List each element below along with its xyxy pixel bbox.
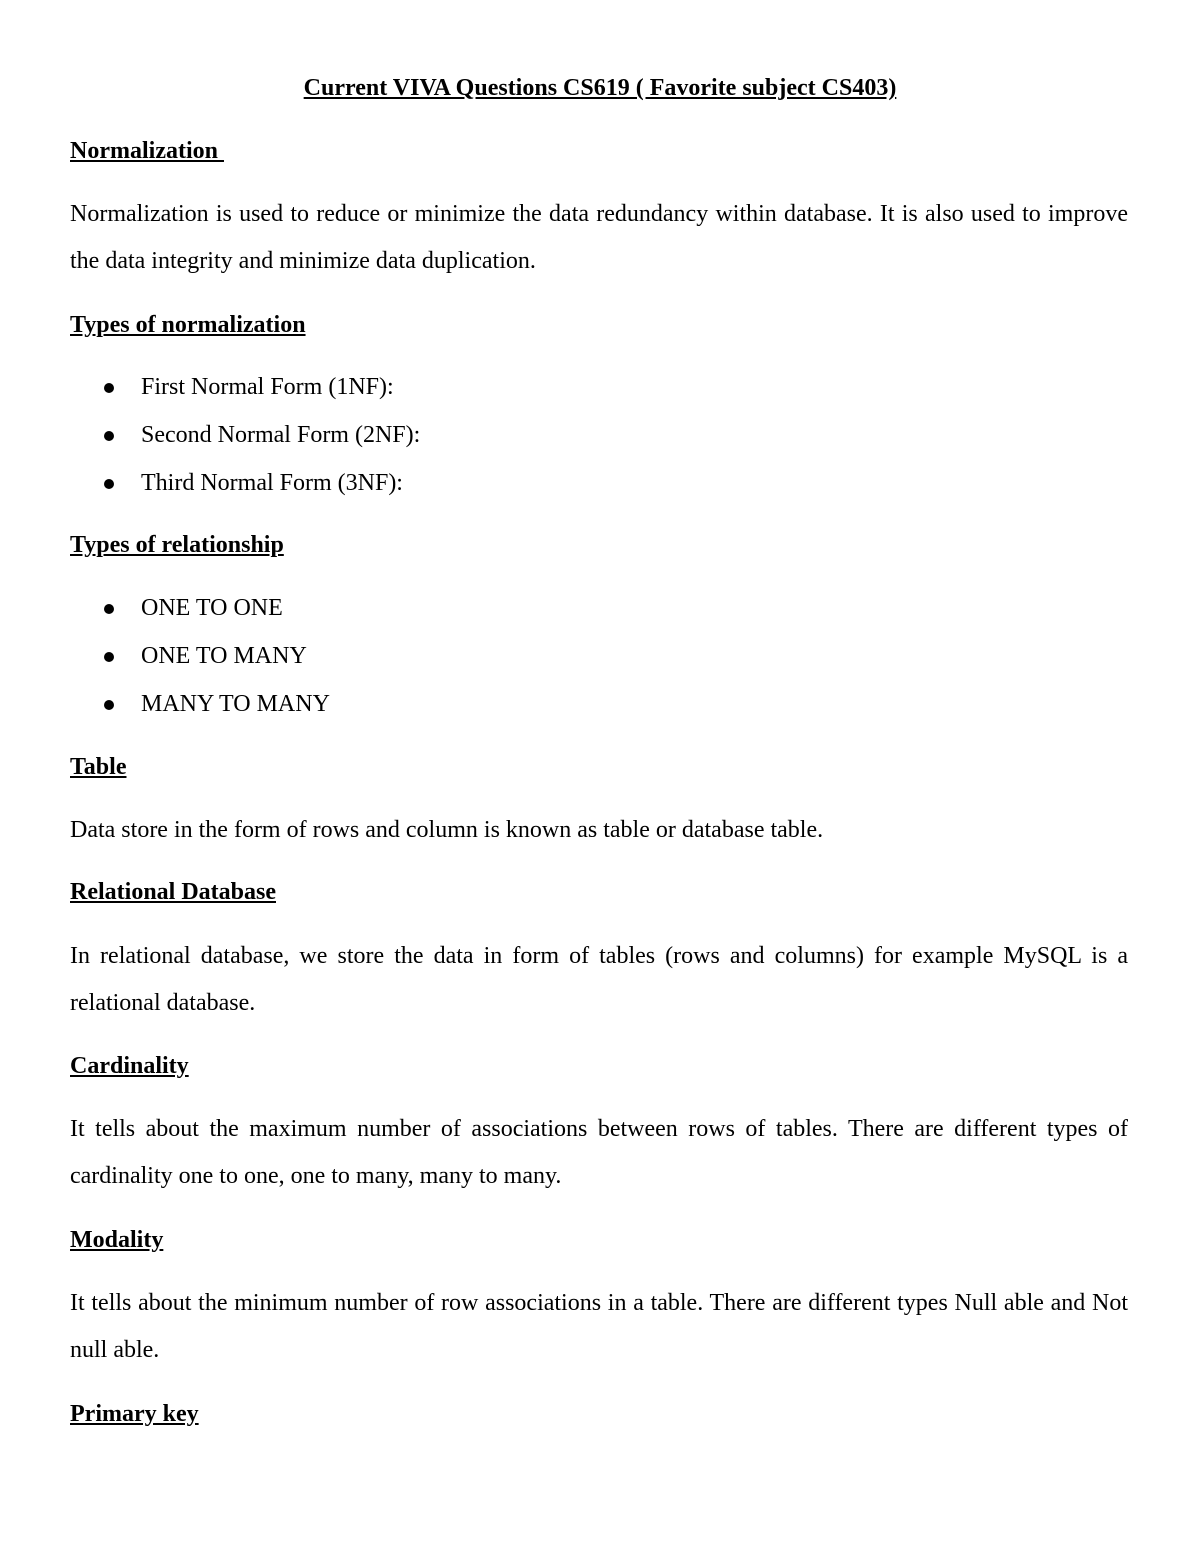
heading-modality: Modality [70, 1227, 164, 1253]
heading-cardinality: Cardinality [70, 1053, 189, 1079]
paragraph-relational-database: In relational database, we store the data in form of tables (rows and columns) for example MySQL is a relational database. [70, 943, 1128, 1016]
bullet-icon [104, 479, 114, 489]
document-title: Current VIVA Questions CS619 ( Favorite subject CS403) [303, 75, 897, 101]
heading-normalization: Normalization [70, 138, 224, 164]
heading-types-of-relationship: Types of relationship [70, 532, 284, 558]
paragraph-modality: It tells about the minimum number of row associations in a table. There are different types Null able and Not null able. [70, 1290, 1128, 1363]
paragraph-normalization: Normalization is used to reduce or minimize the data redundancy within database. It is also used to improve the data integrity and minimize data duplication. [70, 201, 1128, 274]
bullet-icon [104, 700, 114, 710]
heading-types-of-normalization: Types of normalization [70, 312, 306, 338]
bullet-icon [104, 604, 114, 614]
heading-relational-database: Relational Database [70, 879, 276, 905]
heading-primary-key: Primary key [70, 1401, 199, 1427]
paragraph-table: Data store in the form of rows and column is known as table or database table. [70, 817, 824, 843]
list-item-text: First Normal Form (1NF): [141, 374, 394, 400]
paragraph-cardinality: It tells about the maximum number of associations between rows of tables. There are different types of cardinality one to one, one to many, many to many. [70, 1116, 1128, 1189]
list-item-text: ONE TO ONE [141, 595, 283, 621]
bullet-icon [104, 383, 114, 393]
bullet-icon [104, 652, 114, 662]
list-item-text: ONE TO MANY [141, 643, 307, 669]
list-item-text: MANY TO MANY [141, 691, 330, 717]
list-item-text: Third Normal Form (3NF): [141, 470, 403, 496]
bullet-icon [104, 431, 114, 441]
list-item-text: Second Normal Form (2NF): [141, 422, 421, 448]
heading-table: Table [70, 754, 127, 780]
